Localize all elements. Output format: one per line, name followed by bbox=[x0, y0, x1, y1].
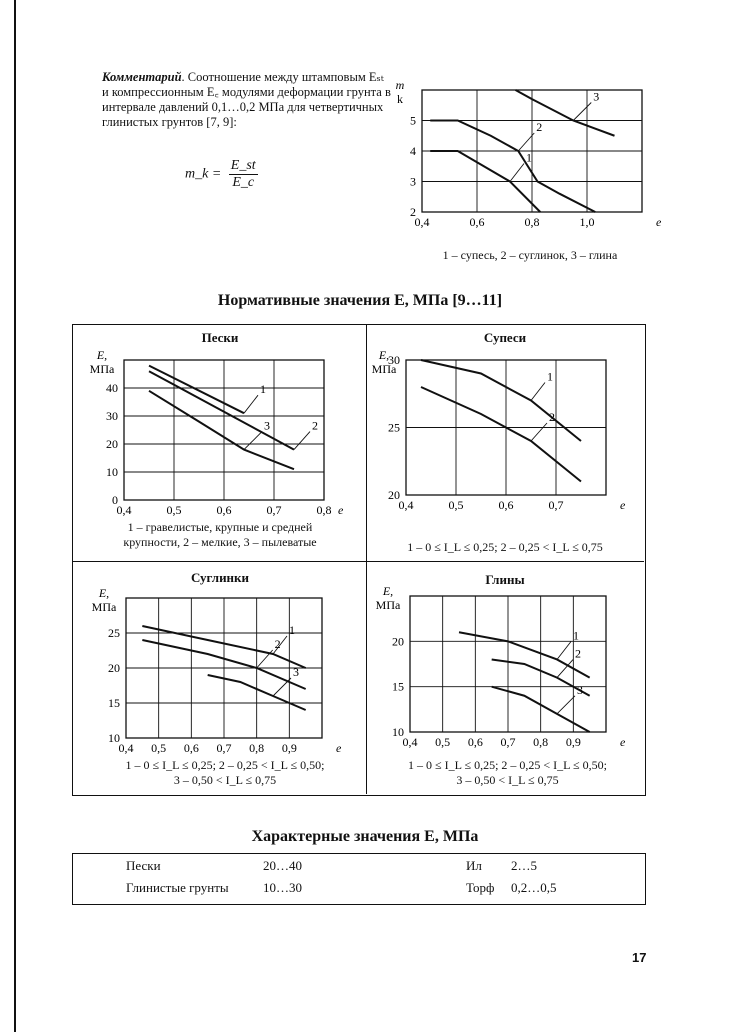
mk-chart-caption: 1 – супесь, 2 – суглинок, 3 – глина bbox=[442, 248, 618, 262]
section-title: Нормативные значения E, МПа [9…11] bbox=[217, 292, 503, 309]
comment-title: Комментарий bbox=[102, 70, 182, 84]
x-axis-label: e bbox=[656, 215, 662, 229]
x-tick-label: 0,8 bbox=[249, 741, 265, 755]
sands-panel-title: Пески bbox=[201, 330, 239, 345]
loams-caption-line2: 3 – 0,50 < I_L ≤ 0,75 bbox=[173, 773, 277, 787]
x-tick-label: 0,9 bbox=[565, 735, 581, 749]
clays-caption-line1: 1 – 0 ≤ I_L ≤ 0,25; 2 – 0,25 < I_L ≤ 0,50; bbox=[408, 758, 607, 772]
characteristic-values-table bbox=[72, 853, 646, 905]
sandy-loams-caption: 1 – 0 ≤ I_L ≤ 0,25; 2 – 0,25 < I_L ≤ 0,75 bbox=[407, 540, 603, 554]
y-tick-label: 20 bbox=[108, 661, 120, 675]
y-axis-label: E, bbox=[382, 584, 394, 598]
x-tick-label: 0,8 bbox=[533, 735, 549, 749]
x-tick-label: 0,4 bbox=[402, 735, 418, 749]
x-tick-label: 0,6 bbox=[467, 735, 483, 749]
series-1-label: 1 bbox=[260, 382, 266, 397]
y-tick-label: 20 bbox=[392, 634, 404, 649]
x-tick-label: 0,7 bbox=[500, 735, 516, 749]
y-tick-label: 15 bbox=[108, 696, 120, 710]
y-tick-label: 4 bbox=[410, 144, 416, 158]
loams-caption bbox=[95, 758, 355, 788]
x-tick-label: 0,5 bbox=[151, 741, 167, 755]
x-tick-label: 0,9 bbox=[281, 741, 297, 755]
series-1-leader bbox=[531, 383, 545, 401]
series-3-label: 3 bbox=[593, 89, 600, 104]
series-2-label: 2 bbox=[575, 646, 581, 661]
loams-caption-line1: 1 – 0 ≤ I_L ≤ 0,25; 2 – 0,25 < I_L ≤ 0,50; bbox=[125, 758, 325, 772]
y-tick-label: 30 bbox=[388, 353, 400, 367]
comment-text: . Соотношение между штамповым Eₛₜ и компрессионным E꜀ модулями деформации грунта в интервале давлений 0,1…0,2 МПа для четвертичных глинистых грунтов [7, 9]: bbox=[102, 70, 391, 129]
y-tick-label: 3 bbox=[410, 174, 416, 189]
x-tick-label: 1,0 bbox=[579, 215, 595, 229]
series-3-leader bbox=[244, 432, 262, 450]
y-tick-label: 0 bbox=[112, 493, 118, 507]
y-axis-unit: МПа bbox=[371, 362, 397, 376]
y-tick-label: 5 bbox=[410, 113, 416, 128]
series-1-leader bbox=[557, 641, 571, 659]
series-3-leader bbox=[273, 678, 291, 696]
y-axis-label: E, bbox=[378, 348, 390, 362]
table-row2-name2: Торф bbox=[466, 880, 495, 895]
x-tick-label: 0,7 bbox=[266, 503, 282, 517]
y-axis-label: m bbox=[395, 78, 405, 92]
y-axis-label: E, bbox=[98, 586, 110, 600]
sands-chart bbox=[78, 348, 344, 520]
series-1-label: 1 bbox=[573, 628, 579, 643]
loams-chart bbox=[78, 586, 342, 760]
series-1-line bbox=[421, 360, 581, 441]
table-row2-val2: 0,2…0,5 bbox=[511, 880, 557, 895]
y-tick-label: 25 bbox=[388, 420, 400, 435]
x-tick-label: 0,6 bbox=[216, 503, 232, 517]
series-1-label: 1 bbox=[289, 623, 295, 637]
x-tick-label: 0,4 bbox=[116, 503, 132, 517]
series-1-line bbox=[459, 632, 590, 677]
series-2-leader bbox=[294, 432, 310, 450]
series-2-label: 2 bbox=[312, 418, 318, 433]
x-axis-label: e bbox=[336, 741, 342, 755]
sandy-loams-chart bbox=[366, 345, 636, 520]
series-1-line bbox=[149, 366, 244, 414]
sands-caption-line2: крупности, 2 – мелкие, 3 – пылеватые bbox=[123, 535, 317, 549]
table-row2-name1: Глинистые грунты bbox=[126, 880, 229, 895]
y-axis-unit: МПа bbox=[89, 362, 115, 376]
table-row2-val1: 10…30 bbox=[263, 880, 302, 895]
table-row1-name2: Ил bbox=[466, 858, 482, 873]
y-tick-label: 25 bbox=[108, 626, 120, 640]
series-2-label: 2 bbox=[549, 410, 555, 424]
table-row1-val2: 2…5 bbox=[511, 858, 537, 873]
series-2-line bbox=[430, 121, 595, 213]
characteristic-values-title: Характерные значения E, МПа bbox=[251, 828, 479, 845]
x-axis-label: e bbox=[620, 735, 626, 749]
clays-chart bbox=[366, 584, 636, 755]
clays-caption bbox=[375, 758, 640, 788]
table-row1-name1: Пески bbox=[126, 858, 161, 873]
x-tick-label: 0,6 bbox=[469, 215, 485, 229]
sands-caption-line1: 1 – гравелистые, крупные и средней bbox=[127, 520, 313, 534]
formula-fraction bbox=[229, 158, 258, 191]
y-tick-label: 20 bbox=[106, 437, 118, 451]
y-tick-label: 2 bbox=[410, 205, 416, 219]
series-3-leader bbox=[573, 103, 591, 121]
series-2-leader bbox=[557, 660, 573, 678]
y-axis-unit: МПа bbox=[91, 600, 117, 614]
y-axis-label: E, bbox=[96, 348, 108, 362]
y-tick-label: 30 bbox=[106, 409, 118, 423]
series-1-label: 1 bbox=[547, 369, 553, 384]
x-tick-label: 0,7 bbox=[216, 741, 232, 755]
y-axis-unit: МПа bbox=[375, 598, 401, 612]
page-number: 17 bbox=[632, 950, 647, 965]
x-tick-label: 0,8 bbox=[316, 503, 332, 517]
series-3-label: 3 bbox=[264, 418, 270, 433]
x-axis-label: e bbox=[620, 498, 626, 512]
mk-chart bbox=[380, 78, 662, 262]
series-3-label: 3 bbox=[577, 682, 583, 697]
comment-paragraph bbox=[102, 70, 392, 130]
clays-panel-title: Глины bbox=[485, 572, 525, 587]
clays-caption-line2: 3 – 0,50 < I_L ≤ 0,75 bbox=[456, 773, 559, 787]
x-tick-label: 0,7 bbox=[548, 498, 564, 512]
series-2-leader bbox=[531, 423, 547, 441]
series-1-label: 1 bbox=[526, 150, 532, 165]
series-3-line bbox=[516, 90, 615, 136]
formula-numerator: E_st bbox=[230, 158, 256, 173]
sands-caption bbox=[90, 520, 350, 550]
series-2-label: 2 bbox=[536, 120, 543, 134]
series-2-label: 2 bbox=[274, 637, 281, 651]
x-tick-label: 0,6 bbox=[498, 498, 514, 512]
series-1-leader bbox=[510, 164, 524, 182]
series-1-leader bbox=[244, 395, 258, 413]
x-tick-label: 0,8 bbox=[524, 215, 540, 229]
y-tick-label: 10 bbox=[108, 731, 120, 745]
y-tick-label: 20 bbox=[388, 488, 400, 502]
table-row1-val1: 20…40 bbox=[263, 858, 302, 873]
x-axis-label: e bbox=[338, 503, 344, 517]
formula-denominator: E_c bbox=[232, 175, 255, 190]
y-axis-unit: k bbox=[397, 92, 403, 106]
formula-lhs: m_k = bbox=[185, 166, 222, 182]
sandy-loams-panel-title: Супеси bbox=[483, 330, 527, 345]
x-tick-label: 0,6 bbox=[183, 741, 199, 755]
x-tick-label: 0,4 bbox=[118, 741, 134, 755]
y-tick-label: 15 bbox=[392, 679, 404, 694]
x-tick-label: 0,5 bbox=[166, 503, 182, 517]
x-tick-label: 0,5 bbox=[448, 498, 464, 512]
series-2-line bbox=[421, 387, 581, 482]
y-tick-label: 10 bbox=[392, 725, 404, 739]
x-tick-label: 0,5 bbox=[435, 735, 451, 749]
page-left-border bbox=[14, 0, 16, 1032]
series-3-leader bbox=[557, 696, 575, 714]
mk-formula bbox=[185, 158, 258, 191]
y-tick-label: 40 bbox=[106, 381, 118, 395]
x-tick-label: 0,4 bbox=[414, 215, 430, 229]
x-tick-label: 0,4 bbox=[398, 498, 414, 512]
y-tick-label: 10 bbox=[106, 465, 118, 479]
panel-divider-horizontal bbox=[72, 561, 644, 562]
series-2-line bbox=[149, 371, 294, 449]
loams-panel-title: Суглинки bbox=[190, 570, 250, 585]
series-3-label: 3 bbox=[293, 665, 299, 679]
